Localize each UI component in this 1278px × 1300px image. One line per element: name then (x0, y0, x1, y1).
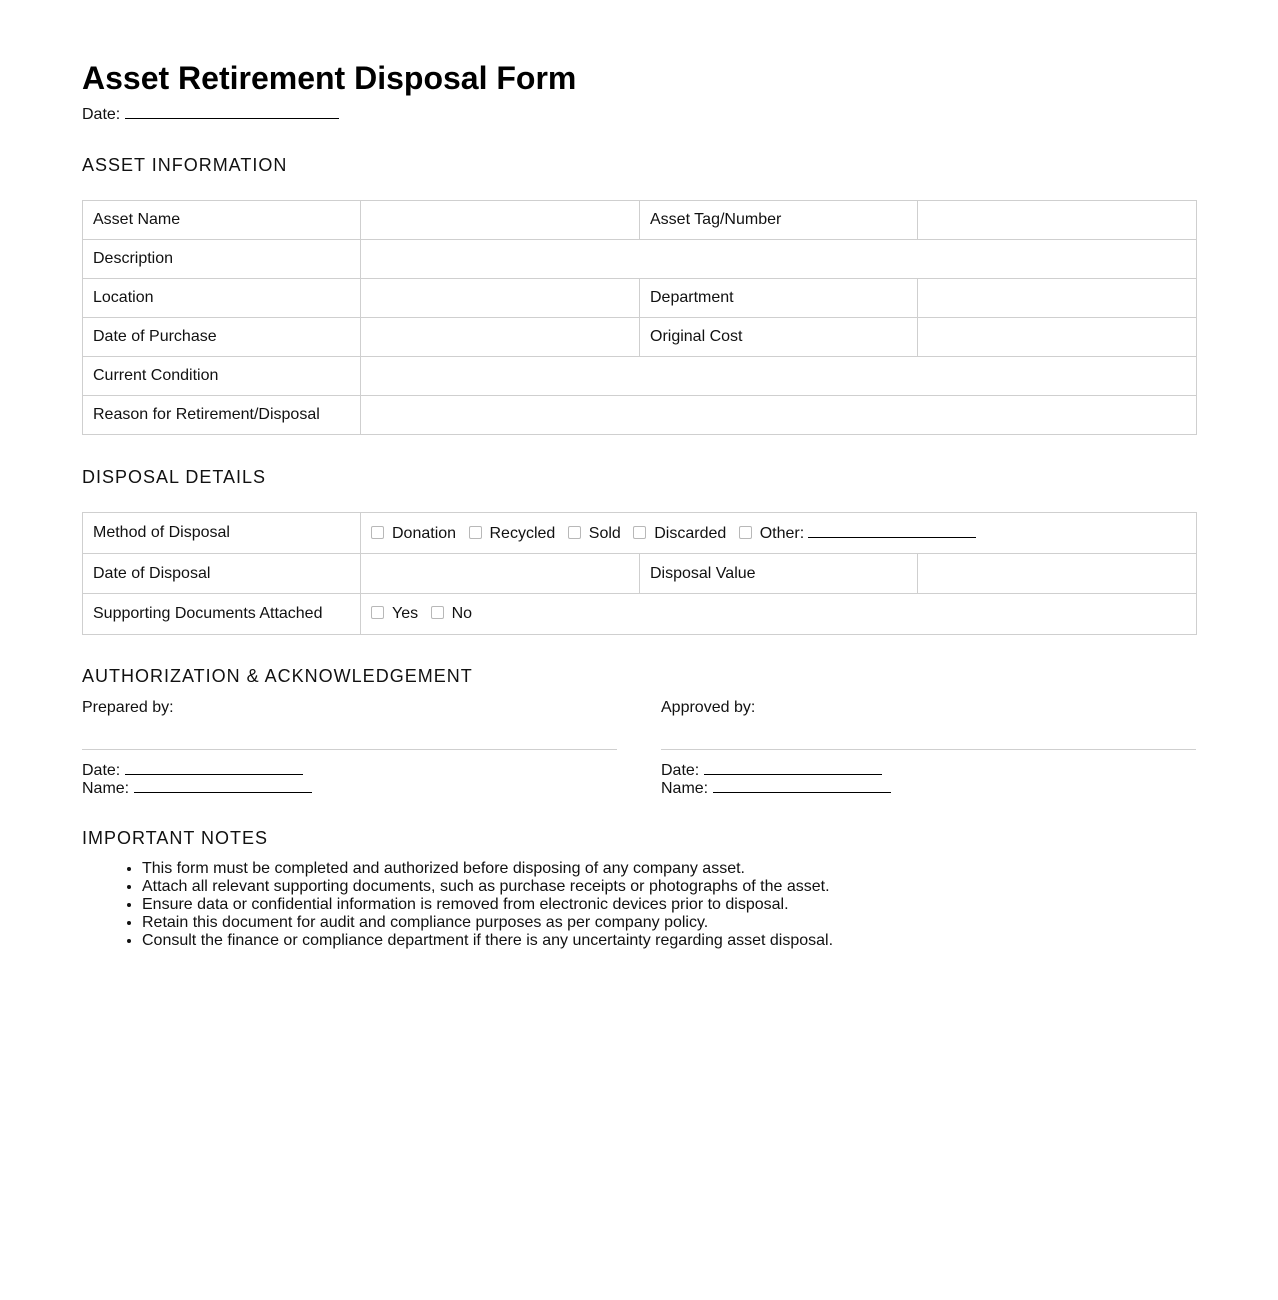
description-label: Description (83, 240, 361, 279)
reason-field[interactable] (361, 396, 1197, 435)
asset-information-table (82, 200, 1197, 435)
recycled-checkbox[interactable] (469, 526, 482, 539)
table-row (83, 554, 1197, 594)
sold-label: Sold (588, 525, 621, 542)
department-label: Department (640, 279, 918, 318)
current-condition-field[interactable] (361, 357, 1197, 396)
recycled-label: Recycled (489, 525, 556, 542)
table-row (83, 396, 1197, 435)
location-label: Location (83, 279, 361, 318)
important-notes-list (82, 860, 833, 950)
approved-by-date (661, 760, 882, 780)
table-row (83, 594, 1197, 635)
prepared-by-name-label: Name: (82, 780, 130, 797)
authorization-title: AUTHORIZATION & ACKNOWLEDGEMENT (82, 666, 473, 686)
method-option-donation[interactable] (371, 525, 456, 543)
method-option-sold[interactable] (568, 525, 621, 543)
form-date-label: Date: (82, 106, 121, 123)
discarded-checkbox[interactable] (633, 526, 646, 539)
disposal-value-label: Disposal Value (640, 554, 918, 594)
approved-by-name-line[interactable] (713, 778, 891, 793)
asset-tag-field[interactable] (918, 201, 1197, 240)
donation-label: Donation (392, 525, 457, 542)
yes-checkbox[interactable] (371, 606, 384, 619)
docs-option-yes[interactable] (371, 605, 418, 623)
table-row (83, 357, 1197, 396)
table-row (83, 513, 1197, 554)
no-label: No (451, 605, 473, 622)
supporting-documents-options (361, 594, 1197, 635)
method-option-discarded[interactable] (633, 525, 726, 543)
discarded-label: Discarded (654, 525, 727, 542)
disposal-details-title: DISPOSAL DETAILS (82, 467, 267, 487)
list-item: • Ensure data or confidential information is removed from electronic devices prior to disposal. (142, 896, 833, 914)
other-label: Other: (759, 525, 805, 542)
approved-by-date-line[interactable] (704, 760, 882, 775)
table-row (83, 318, 1197, 357)
original-cost-field[interactable] (918, 318, 1197, 357)
form-date-field (82, 104, 339, 124)
table-row (83, 279, 1197, 318)
method-of-disposal-options (361, 513, 1197, 554)
prepared-by-date-label: Date: (82, 762, 121, 779)
original-cost-label: Original Cost (640, 318, 918, 357)
docs-option-no[interactable] (431, 605, 472, 623)
prepared-by-date-line[interactable] (125, 760, 303, 775)
approved-by-name (661, 778, 891, 798)
department-field[interactable] (918, 279, 1197, 318)
disposal-value-field[interactable] (918, 554, 1197, 594)
table-row (83, 201, 1197, 240)
asset-information-title: ASSET INFORMATION (82, 155, 288, 175)
important-notes-title: IMPORTANT NOTES (82, 828, 269, 848)
donation-checkbox[interactable] (371, 526, 384, 539)
asset-name-field[interactable] (361, 201, 640, 240)
current-condition-label: Current Condition (83, 357, 361, 396)
date-of-disposal-field[interactable] (361, 554, 640, 594)
list-item: • Attach all relevant supporting documents, such as purchase receipts or photographs of the asset. (142, 878, 833, 896)
list-item: • This form must be completed and authorized before disposing of any company asset. (142, 860, 833, 878)
yes-label: Yes (392, 605, 419, 622)
prepared-by-name-line[interactable] (134, 778, 312, 793)
approved-by-label: Approved by: (661, 699, 756, 716)
method-of-disposal-label: Method of Disposal (83, 513, 361, 554)
date-of-disposal-label: Date of Disposal (83, 554, 361, 594)
method-option-other[interactable] (739, 523, 976, 543)
asset-tag-label: Asset Tag/Number (640, 201, 918, 240)
location-field[interactable] (361, 279, 640, 318)
prepared-by-date (82, 760, 303, 780)
approved-by-date-label: Date: (661, 762, 700, 779)
method-option-recycled[interactable] (469, 525, 556, 543)
table-row (83, 240, 1197, 279)
disposal-details-table (82, 512, 1197, 635)
list-item: • Consult the finance or compliance department if there is any uncertainty regarding asset disposal. (142, 932, 833, 950)
form-date-line[interactable] (125, 104, 339, 119)
prepared-by-name (82, 778, 312, 798)
other-input-line[interactable] (808, 523, 976, 538)
page-title: Asset Retirement Disposal Form (82, 60, 577, 96)
sold-checkbox[interactable] (568, 526, 581, 539)
description-field[interactable] (361, 240, 1197, 279)
supporting-documents-label: Supporting Documents Attached (83, 594, 361, 635)
prepared-by-signature-line[interactable] (82, 749, 617, 750)
no-checkbox[interactable] (431, 606, 444, 619)
approved-by-signature-line[interactable] (661, 749, 1196, 750)
approved-by-name-label: Name: (661, 780, 709, 797)
prepared-by-label: Prepared by: (82, 699, 174, 716)
reason-label: Reason for Retirement/Disposal (83, 396, 361, 435)
date-of-purchase-label: Date of Purchase (83, 318, 361, 357)
date-of-purchase-field[interactable] (361, 318, 640, 357)
list-item: • Retain this document for audit and compliance purposes as per company policy. (142, 914, 833, 932)
asset-name-label: Asset Name (83, 201, 361, 240)
other-checkbox[interactable] (739, 526, 752, 539)
